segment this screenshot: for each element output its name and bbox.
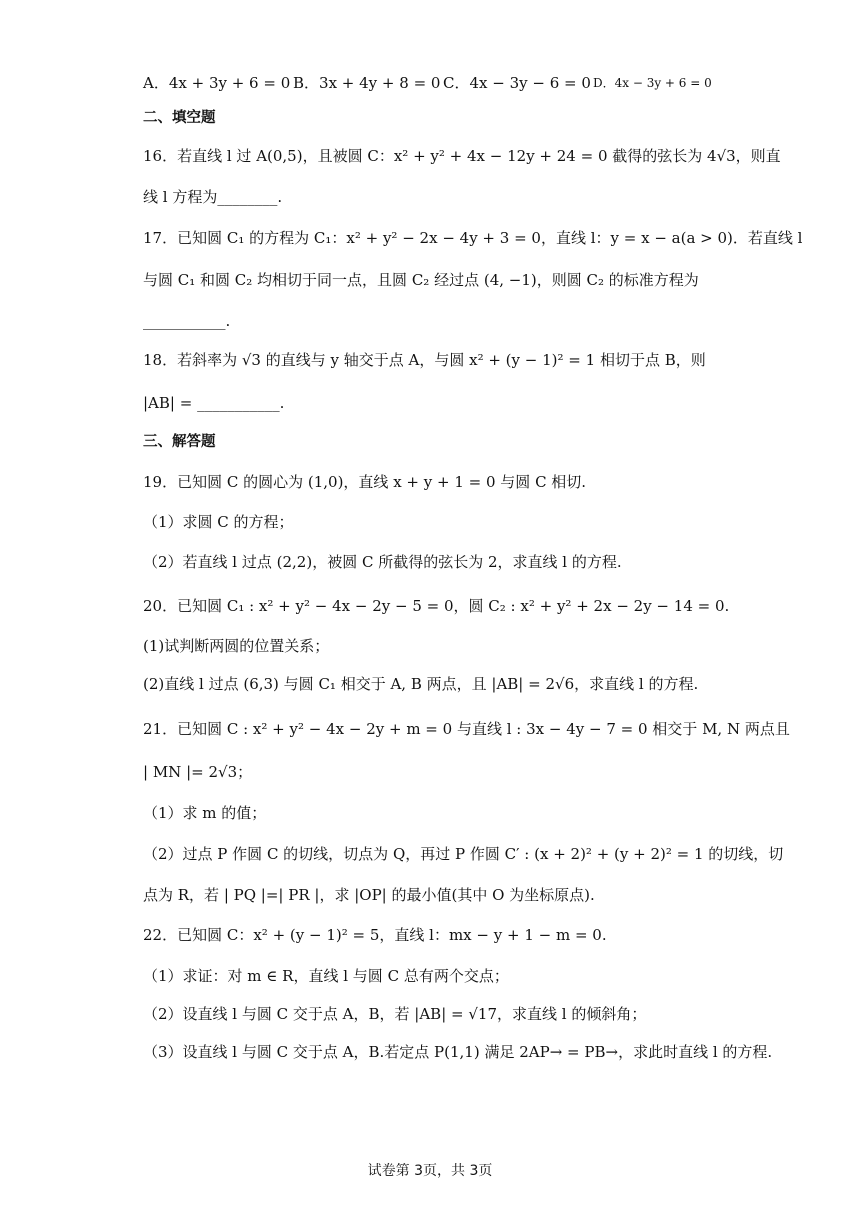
choice-c: C．4x − 3y − 6 = 0 <box>443 74 591 92</box>
choice-d: D．4x − 3y + 6 = 0 <box>593 76 712 90</box>
choice-b: B．3x + 4y + 8 = 0 <box>293 74 441 92</box>
choice-a: A．4x + 3y + 6 = 0 <box>143 74 291 92</box>
q22-line1: 22．已知圆 C：x² + (y − 1)² = 5，直线 l：mx − y + 1 − m = 0. <box>143 926 607 944</box>
q21-line1: 21．已知圆 C : x² + y² − 4x − 2y + m = 0 与直线 l : 3x − 4y − 7 = 0 相交于 M, N 两点且 <box>143 720 790 738</box>
section-3-heading: 三、解答题 <box>143 434 216 450</box>
q20-line1: 20．已知圆 C₁ : x² + y² − 4x − 2y − 5 = 0，圆 C₂ : x² + y² + 2x − 2y − 14 = 0. <box>143 597 730 615</box>
q16-line1: 16．若直线 l 过 A(0,5)，且被圆 C：x² + y² + 4x − 12y + 24 = 0 截得的弦长为 4√3，则直 <box>143 147 781 165</box>
q22-line3: （2）设直线 l 与圆 C 交于点 A，B，若 |AB| = √17，求直线 l 的倾斜角； <box>143 1005 647 1023</box>
q21-line4: （2）过点 P 作圆 C 的切线，切点为 Q，再过 P 作圆 C′ : (x + 2)² + (y + 2)² = 1 的切线，切 <box>143 845 784 863</box>
q19-line1: 19．已知圆 C 的圆心为 (1,0)，直线 x + y + 1 = 0 与圆 C 相切. <box>143 473 587 491</box>
q22-line2: （1）求证：对 m ∈ R，直线 l 与圆 C 总有两个交点； <box>143 967 509 985</box>
q20-line3: (2)直线 l 过点 (6,3) 与圆 C₁ 相交于 A, B 两点，且 |AB| = 2√6，求直线 l 的方程. <box>143 675 699 693</box>
q21-line2: | MN |= 2√3； <box>143 763 253 781</box>
q18-line2: |AB| = ___________. <box>143 394 285 412</box>
q17-line1: 17．已知圆 C₁ 的方程为 C₁：x² + y² − 2x − 4y + 3 = 0，直线 l：y = x − a(a > 0)．若直线 l <box>143 229 803 247</box>
q19-line2: （1）求圆 C 的方程； <box>143 513 294 531</box>
q19-line3: （2）若直线 l 过点 (2,2)，被圆 C 所截得的弦长为 2，求直线 l 的方程. <box>143 553 622 571</box>
page-footer: 试卷第 3页，共 3页 <box>367 1163 493 1179</box>
q17-line3: ___________. <box>143 312 231 330</box>
q18-line1: 18．若斜率为 √3 的直线与 y 轴交于点 A，与圆 x² + (y − 1)² = 1 相切于点 B，则 <box>143 351 706 369</box>
section-2-heading: 二、填空题 <box>143 110 216 126</box>
q16-line2: 线 l 方程为________. <box>143 188 283 206</box>
q20-line2: (1)试判断两圆的位置关系； <box>143 637 330 655</box>
q21-line3: （1）求 m 的值； <box>143 804 267 822</box>
q22-line4: （3）设直线 l 与圆 C 交于点 A，B.若定点 P(1,1) 满足 2AP→ = PB→，求此时直线 l 的方程. <box>143 1043 773 1061</box>
q21-line5: 点为 R，若 | PQ |=| PR |，求 |OP| 的最小值(其中 O 为坐标原点). <box>143 886 595 904</box>
q17-line2: 与圆 C₁ 和圆 C₂ 均相切于同一点，且圆 C₂ 经过点 (4, −1)，则圆 C₂ 的标准方程为 <box>143 271 699 289</box>
